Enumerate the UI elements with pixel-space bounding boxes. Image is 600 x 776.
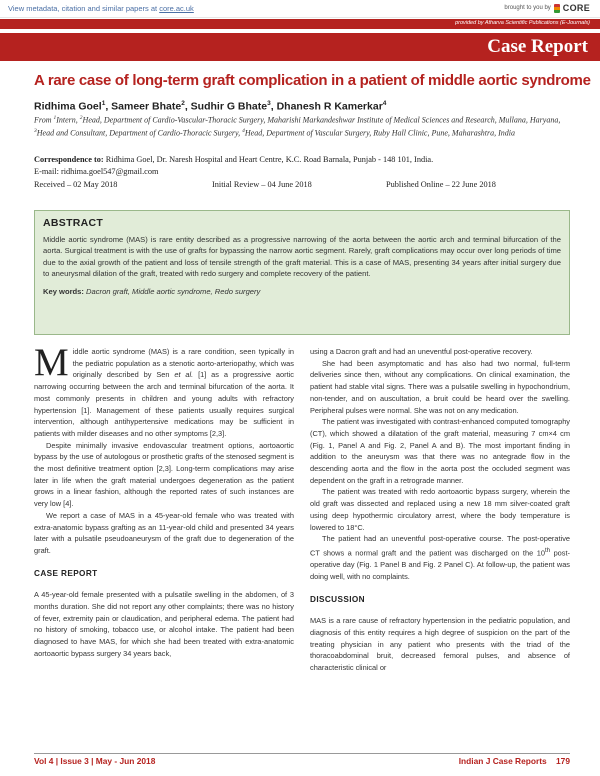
author-name: Sudhir G Bhate — [190, 100, 268, 113]
keywords: Key words: Dacron graft, Middle aortic syndrome, Redo surgery — [43, 287, 261, 297]
page-number: 179 — [556, 756, 570, 766]
body-paragraph: MAS is a rare cause of refractory hypertension in the pediatric population, and diagnosis of this entity requires a high degree of suspicion on the part of the treating physician in any patient who presents with the triad of the thoracoabdominal bruit, decreased femoral pulses, and absence of characteristic clinical or — [310, 616, 570, 673]
article-dates — [34, 180, 574, 192]
review-date: Initial Review – 04 June 2018 — [212, 180, 312, 189]
brought-to-you-text: brought to you by — [504, 5, 551, 11]
issue-info: Vol 4 | Issue 3 | May - Jun 2018 — [34, 756, 156, 766]
author-list: Ridhima Goel$^1$, Sameer Bhate$^2$, Sudhir G Bhate$^3$, Dhanesh R Kamerkar$^4$ — [34, 100, 387, 113]
author-name: Sameer Bhate — [111, 100, 182, 113]
core-brand — [504, 3, 590, 13]
core-logo-icon — [554, 4, 560, 13]
core-logo[interactable]: CORE — [562, 3, 590, 13]
body-column-right — [310, 346, 570, 674]
affiliations: From $^1$Intern, $^2$Head, Department of Cardio-Vascular-Thoracic Surgery, Maharishi Markandeshwar Institute of Medical Sciences and Research, Mullana, Haryana, $^3$Head and Consultant, Department of Cardio-Thoracic Surgery, $^4$Head, Department of Vascular Surgery, Ruby Hall Clinic, Pune, Maharashtra, India — [34, 115, 561, 138]
page-footer — [34, 753, 570, 767]
body-paragraph: The patient was treated with redo aortoaortic bypass surgery, wherein the old graft was dissected and replaced using a new 18 mm silver-coated graft using deep hypothermic circulatory arrest, where the body temperature is lowered to 18°C. — [310, 487, 570, 532]
core-metadata-link[interactable]: View metadata, citation and similar papers at core.ac.uk — [8, 4, 194, 13]
correspondence: Correspondence to: Ridhima Goel, Dr. Naresh Hospital and Heart Centre, K.C. Road Barnala, Punjab - 148 101, India. E-mail: ridhima.goel547@gmail.com — [34, 155, 434, 176]
body-paragraph: The patient was investigated with contrast-enhanced computed tomography (CT), which showed a dilatation of the graft material, measuring 7 cm×4 cm (Fig. 1, Panel A and Fig. 2, Panel A and B). The most important finding in addition to the aneurysm was that there was no antegrade flow in the descending aorta and the flow in the aorta post the occluded segment was dependent on the graft in a retrograde manner. — [310, 417, 570, 485]
body-column-left — [34, 341, 294, 660]
email-address[interactable]: E-mail: ridhima.goel547@gmail.com — [34, 166, 159, 176]
body-paragraph: She had been asymptomatic and has also had two normal, full-term deliveries since then, without any complications. On clinical examination, the patient had stable vital signs. There was a pulsatile swelling in hypochondrium, non-tender, and on auscultation, a bruit could be heard over the swelling. Peripheral pulses were normal. She was not on any medication. — [310, 358, 570, 415]
section-heading-case-report: CASE REPORT — [34, 568, 98, 578]
section-heading-discussion: DISCUSSION — [310, 594, 365, 604]
abstract-box — [34, 210, 570, 335]
provided-by-link[interactable]: provided by Atharva Scientific Publications (E-Journals) — [455, 20, 590, 26]
article-title: A rare case of long-term graft complication in a patient of middle aortic syndrome — [34, 72, 591, 89]
section-banner — [0, 33, 600, 61]
intro-paragraph: Middle aortic syndrome (MAS) is a rare condition, seen typically in the pediatric population as a stenotic aorto-arteriopathy, which was originally described by Sen et al. [1] as a progressive aortic narrowing occurring between the arch and terminal bifurcation of the aorta. It most commonly presents in children and young adults with refractory hypertension [1]. Management of these patients usually requires surgical intervention, although antihypertensive medications may be sufficient in patients with milder diseases and no other symptoms [2,3]. — [34, 341, 294, 438]
received-date: Received – 02 May 2018 — [34, 180, 118, 189]
body-paragraph: using a Dacron graft and had an uneventful post-operative recovery. — [310, 347, 533, 356]
author-name: Ridhima Goel — [34, 100, 102, 113]
section-label: Case Report — [487, 36, 588, 57]
published-date: Published Online – 22 June 2018 — [386, 180, 496, 189]
body-paragraph: We report a case of MAS in a 45-year-old female who was treated with extra-anatomic bypass grafting as an 11-year-old child and presented 34 years later with a pulsatile pseudoaneurysm of the graft due to degeneration of the graft. — [34, 510, 294, 555]
core-banner — [0, 0, 600, 18]
author-name: Dhanesh R Kamerkar — [276, 100, 383, 113]
dropcap: M — [34, 341, 69, 384]
provided-by-bar — [0, 19, 600, 29]
body-paragraph: A 45-year-old female presented with a pulsatile swelling in the abdomen, of 3 months duration. She did not report any other complaints; there was no history of fever, extremity pain or claudication, and peripheral edema. The patient had no history of smoking, tobacco use, or alcohol intake. The patient had been diagnosed to have MAS, for which she had been treated with extra-anatomic aortoaortic bypass surgery 34 years back, — [34, 590, 294, 658]
body-paragraph: Despite minimally invasive endovascular treatment options, aortoaortic bypass by the use of autologous or prosthetic grafts of the stenosed segment is the most definitive treatment option [2,3]. Long-term complications may arise later in life when the graft material undergoes degeneration as the patient grows in a linear fashion, although the reported rates of such instances are very low [4]. — [34, 440, 294, 509]
correspondence-label: Correspondence to: — [34, 155, 104, 164]
abstract-heading: ABSTRACT — [43, 217, 104, 229]
abstract-text: Middle aortic syndrome (MAS) is rare entity described as a progressive narrowing of the aorta between the aortic arch and terminal bifurcation of the aorta. Surgical treatment is with the use of grafts for bypassing the narrow aortic segment. Rarely, graft complications may occur over long periods of time due to the axial growth of the patient and loss of tensile strength of the graft material. This is a case of MAS, presenting 34 years after initial surgery due to aneurysmal dilation of the graft, treated with redo surgery and complete recovery of the patient. — [43, 235, 561, 278]
body-paragraph: The patient had an uneventful post-operative course. The post-operative CT shows a normal graft and the patient was discharged on the 10th post-operative day (Fig. 1 Panel B and Fig. 2 Panel C). At follow-up, the patient was doing well, with no complaints. — [310, 534, 571, 581]
journal-page: Indian J Case Reports 179 — [458, 756, 570, 766]
